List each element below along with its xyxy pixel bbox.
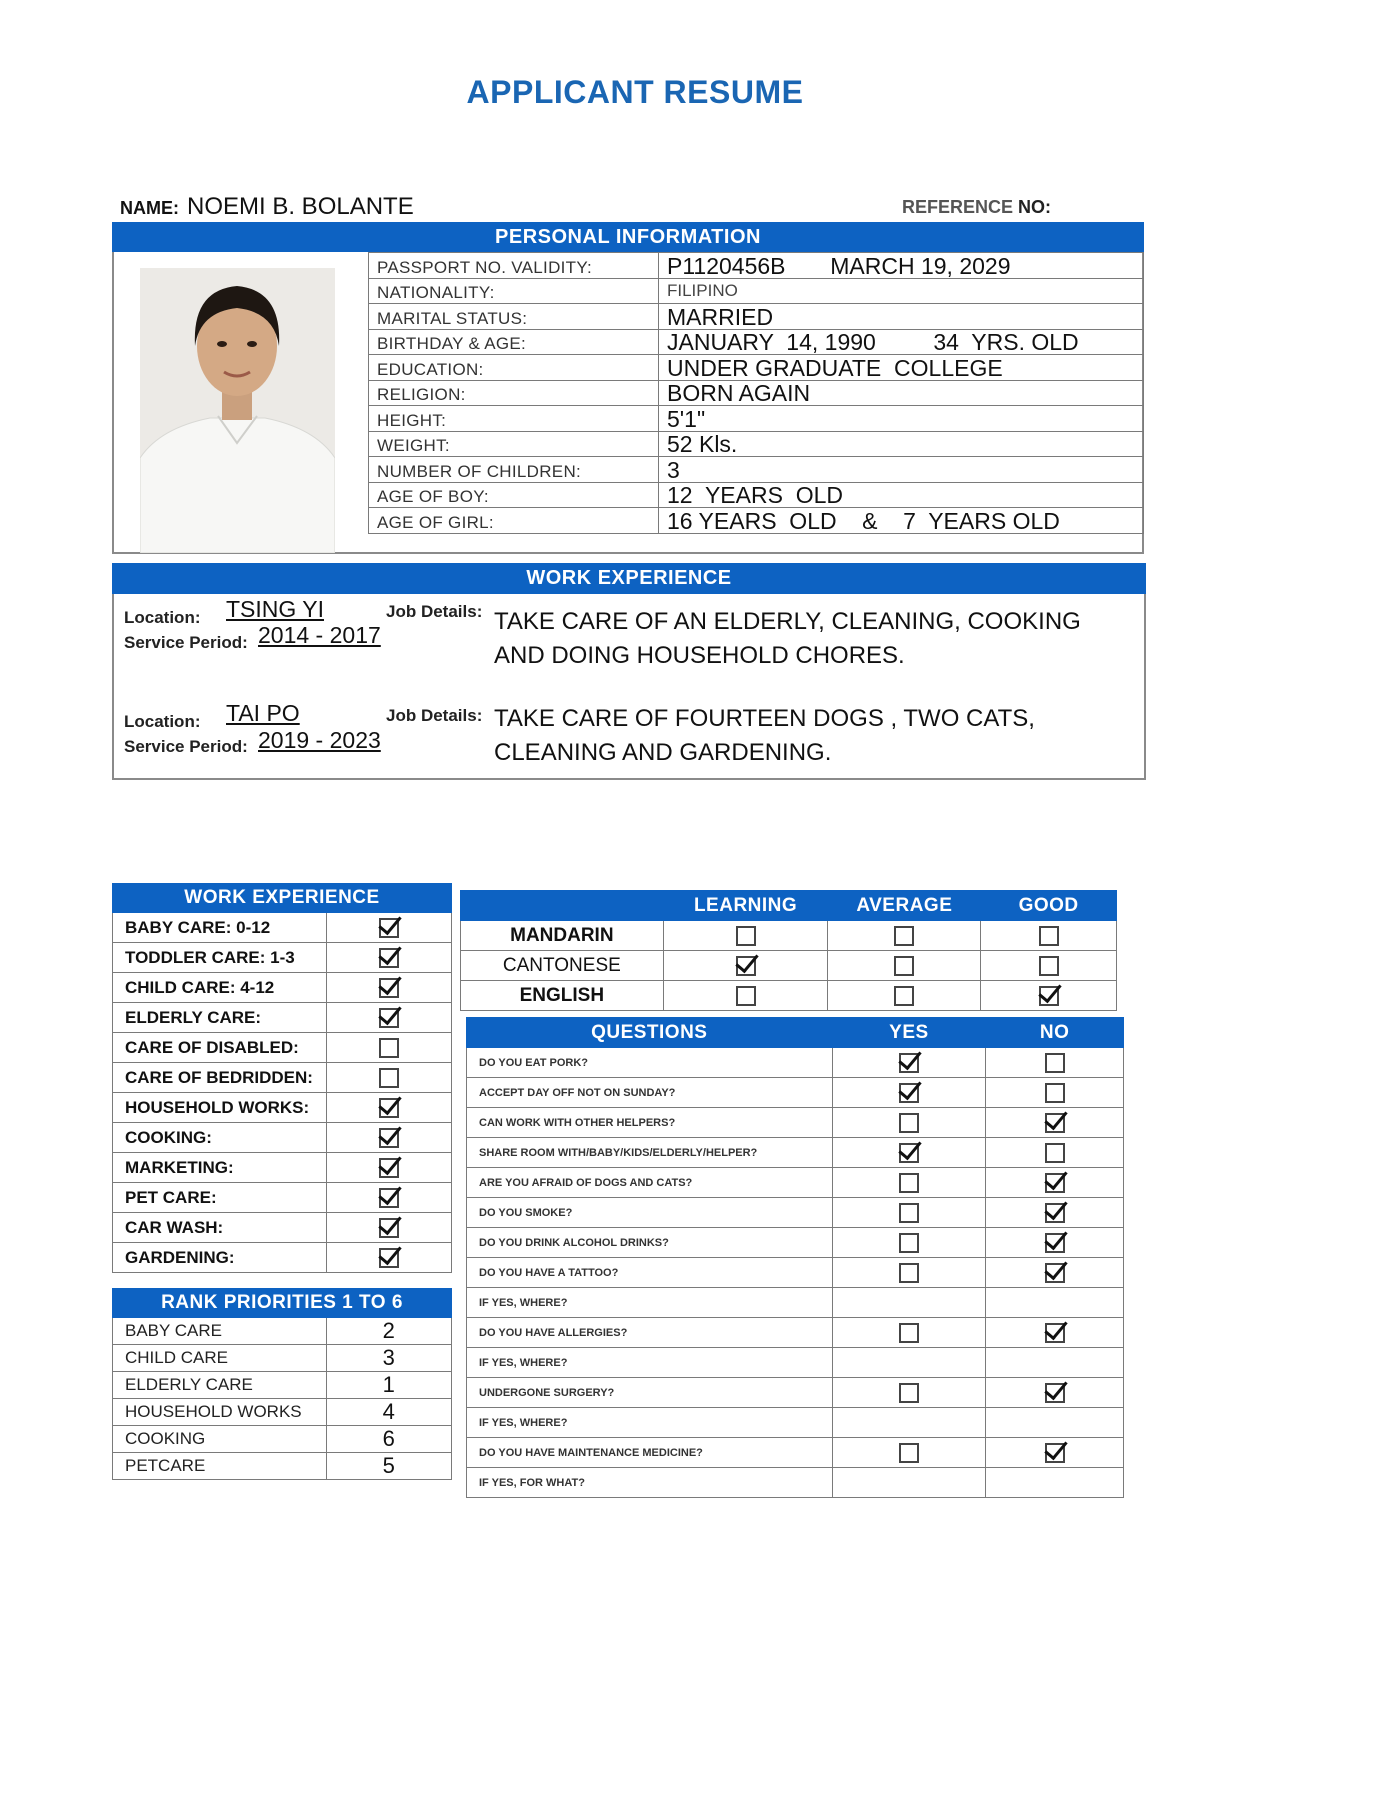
personal-info-row [369,431,1144,457]
rank-value: 2 [326,1318,451,1345]
skill-row [113,1093,452,1123]
personal-info-label: NUMBER OF CHILDREN: [369,457,659,483]
yes-checkbox[interactable] [899,1443,919,1463]
skill-row [113,943,452,973]
question-label: CAN WORK WITH OTHER HELPERS? [467,1108,833,1138]
no-checkbox[interactable] [1045,1173,1065,1193]
question-label: IF YES, WHERE? [467,1348,833,1378]
skill-check-cell [326,1153,451,1183]
rank-value: 5 [326,1453,451,1480]
rank-label: HOUSEHOLD WORKS [113,1399,327,1426]
rank-row [113,1453,452,1480]
personal-info-row [369,380,1144,406]
location-value: TAI PO [226,700,300,726]
answer-yes-cell [832,1288,986,1318]
questions-header-row [467,1018,1124,1048]
personal-info-label: EDUCATION: [369,355,659,381]
skill-checkbox[interactable] [379,1158,399,1178]
skill-label: MARKETING: [113,1153,327,1183]
answer-yes-cell [832,1438,986,1468]
personal-info-value: P1120456B MARCH 19, 2029 [659,253,1144,279]
personal-info-row [369,406,1144,432]
answer-yes-cell [832,1348,986,1378]
question-label: ARE YOU AFRAID OF DOGS AND CATS? [467,1168,833,1198]
language-level-cell [663,951,828,981]
personal-info-label: MARITAL STATUS: [369,304,659,330]
rank-label: COOKING [113,1426,327,1453]
name-value: NOEMI B. BOLANTE [187,193,414,220]
personal-info-label: HEIGHT: [369,406,659,432]
personal-info-value: BORN AGAIN [659,380,1144,406]
question-label: IF YES, WHERE? [467,1288,833,1318]
personal-info-row [369,278,1144,304]
applicant-name [120,193,414,221]
skill-checkbox[interactable] [379,978,399,998]
question-row [467,1108,1124,1138]
skill-checkbox[interactable] [379,1128,399,1148]
personal-info-value: 5'1" [659,406,1144,432]
skill-checkbox[interactable] [379,918,399,938]
skill-check-cell [326,1243,451,1273]
language-row [461,981,1117,1011]
language-table [460,890,1117,1011]
personal-info-table [368,252,1144,534]
answer-no-cell [986,1198,1124,1228]
skill-row [113,913,452,943]
no-checkbox[interactable] [1045,1113,1065,1133]
yes-header: YES [832,1018,986,1048]
skill-row [113,1153,452,1183]
skills-header: WORK EXPERIENCE [113,884,452,913]
answer-no-cell [986,1288,1124,1318]
skill-row [113,1123,452,1153]
location-label: Location: [124,712,201,731]
no-checkbox[interactable] [1045,1233,1065,1253]
rank-label: PETCARE [113,1453,327,1480]
question-row [467,1288,1124,1318]
question-label: IF YES, FOR WHAT? [467,1468,833,1498]
personal-info-row [369,329,1144,355]
question-label: UNDERGONE SURGERY? [467,1378,833,1408]
question-row [467,1408,1124,1438]
skill-check-cell [326,973,451,1003]
answer-no-cell [986,1438,1124,1468]
skill-check-cell [326,1063,451,1093]
job-details-label: Job Details: [386,602,483,621]
question-row [467,1438,1124,1468]
question-row [467,1198,1124,1228]
reference-label: REFERENCE [902,197,1014,217]
skill-check-cell [326,1123,451,1153]
personal-info-value: UNDER GRADUATE COLLEGE [659,355,1144,381]
personal-info-label: RELIGION: [369,380,659,406]
personal-info-row [369,457,1144,483]
yes-checkbox[interactable] [899,1263,919,1283]
language-level-cell [981,951,1117,981]
questions-header: QUESTIONS [467,1018,833,1048]
answer-yes-cell [832,1228,986,1258]
rank-label: CHILD CARE [113,1345,327,1372]
rank-table [112,1288,452,1480]
skill-label: CHILD CARE: 4-12 [113,973,327,1003]
question-row [467,1138,1124,1168]
personal-info-label: NATIONALITY: [369,278,659,304]
answer-no-cell [986,1048,1124,1078]
skill-row [113,1063,452,1093]
rank-row [113,1318,452,1345]
language-checkbox[interactable] [736,986,756,1006]
question-label: DO YOU SMOKE? [467,1198,833,1228]
skill-label: CARE OF DISABLED: [113,1033,327,1063]
personal-info-value: 52 Kls. [659,431,1144,457]
personal-info-label: PASSPORT NO. VALIDITY: [369,253,659,279]
answer-yes-cell [832,1048,986,1078]
question-label: DO YOU HAVE ALLERGIES? [467,1318,833,1348]
skill-checkbox[interactable] [379,1068,399,1088]
answer-no-cell [986,1078,1124,1108]
skill-label: CARE OF BEDRIDDEN: [113,1063,327,1093]
language-level-cell [663,921,828,951]
question-row [467,1228,1124,1258]
language-checkbox[interactable] [1039,926,1059,946]
service-period-value: 2014 - 2017 [258,622,381,648]
answer-yes-cell [832,1258,986,1288]
applicant-photo-image [140,268,335,553]
reference-no: NO: [1018,197,1052,217]
personal-info-value: JANUARY 14, 1990 34 YRS. OLD [659,329,1144,355]
question-row [467,1378,1124,1408]
yes-checkbox[interactable] [899,1233,919,1253]
language-checkbox[interactable] [736,956,756,976]
question-row [467,1318,1124,1348]
question-row [467,1168,1124,1198]
skill-checkbox[interactable] [379,1218,399,1238]
skill-label: BABY CARE: 0-12 [113,913,327,943]
questions-table [466,1017,1124,1498]
answer-yes-cell [832,1408,986,1438]
page-title: APPLICANT RESUME [466,74,804,110]
question-label: ACCEPT DAY OFF NOT ON SUNDAY? [467,1078,833,1108]
rank-value: 3 [326,1345,451,1372]
question-row [467,1048,1124,1078]
language-row [461,921,1117,951]
skill-label: GARDENING: [113,1243,327,1273]
skill-label: COOKING: [113,1123,327,1153]
skill-checkbox[interactable] [379,1008,399,1028]
skill-check-cell [326,913,451,943]
language-row [461,951,1117,981]
skill-label: TODDLER CARE: 1-3 [113,943,327,973]
rank-value: 4 [326,1399,451,1426]
applicant-photo [140,268,335,553]
yes-checkbox[interactable] [899,1383,919,1403]
service-period-value: 2019 - 2023 [258,727,381,753]
skill-row [113,1003,452,1033]
skill-checkbox[interactable] [379,1188,399,1208]
rank-row [113,1345,452,1372]
job-details-value: TAKE CARE OF AN ELDERLY, CLEANING, COOKING AND DOING HOUSEHOLD CHORES. [494,608,1081,669]
answer-no-cell [986,1228,1124,1258]
answer-yes-cell [832,1138,986,1168]
personal-info-label: AGE OF GIRL: [369,508,659,534]
skill-checkbox[interactable] [379,948,399,968]
personal-info-row [369,304,1144,330]
skill-check-cell [326,1093,451,1123]
yes-checkbox[interactable] [899,1083,919,1103]
answer-no-cell [986,1378,1124,1408]
language-checkbox[interactable] [894,986,914,1006]
personal-info-row [369,482,1144,508]
skill-label: CAR WASH: [113,1213,327,1243]
skill-check-cell [326,1033,451,1063]
personal-info-value: 3 [659,457,1144,483]
question-label: DO YOU HAVE MAINTENANCE MEDICINE? [467,1438,833,1468]
rank-label: ELDERLY CARE [113,1372,327,1399]
column-learning: LEARNING [663,891,828,921]
no-checkbox[interactable] [1045,1053,1065,1073]
language-level-cell [981,981,1117,1011]
no-header: NO [986,1018,1124,1048]
skill-checkbox[interactable] [379,1248,399,1268]
language-checkbox[interactable] [1039,956,1059,976]
yes-checkbox[interactable] [899,1203,919,1223]
no-checkbox[interactable] [1045,1323,1065,1343]
no-checkbox[interactable] [1045,1443,1065,1463]
yes-checkbox[interactable] [899,1173,919,1193]
reference-number [902,197,1051,218]
location-value: TSING YI [226,596,324,622]
rank-row [113,1426,452,1453]
rank-value: 6 [326,1426,451,1453]
language-checkbox[interactable] [1039,986,1059,1006]
question-label: DO YOU EAT PORK? [467,1048,833,1078]
personal-info-value: 16 YEARS OLD & 7 YEARS OLD [659,508,1144,534]
yes-checkbox[interactable] [899,1053,919,1073]
rank-row [113,1372,452,1399]
language-checkbox[interactable] [736,926,756,946]
language-label: MANDARIN [461,921,664,951]
answer-yes-cell [832,1468,986,1498]
question-row [467,1468,1124,1498]
name-label: NAME: [120,198,179,218]
personal-info-header: PERSONAL INFORMATION [112,222,1144,252]
language-label: CANTONESE [461,951,664,981]
question-row [467,1078,1124,1108]
job-details-label: Job Details: [386,706,483,725]
language-header-blank [461,891,664,921]
rank-value: 1 [326,1372,451,1399]
skill-check-cell [326,943,451,973]
language-checkbox[interactable] [894,956,914,976]
rank-row [113,1399,452,1426]
no-checkbox[interactable] [1045,1083,1065,1103]
answer-no-cell [986,1258,1124,1288]
work-experience-header: WORK EXPERIENCE [112,563,1146,594]
skill-check-cell [326,1213,451,1243]
answer-yes-cell [832,1168,986,1198]
language-label: ENGLISH [461,981,664,1011]
language-level-cell [663,981,828,1011]
no-checkbox[interactable] [1045,1383,1065,1403]
column-good: GOOD [981,891,1117,921]
yes-checkbox[interactable] [899,1323,919,1343]
personal-info-row [369,355,1144,381]
question-label: DO YOU DRINK ALCOHOL DRINKS? [467,1228,833,1258]
rank-header: RANK PRIORITIES 1 TO 6 [113,1289,452,1318]
skill-row [113,973,452,1003]
personal-info-label: WEIGHT: [369,431,659,457]
question-row [467,1348,1124,1378]
answer-no-cell [986,1348,1124,1378]
personal-info-row [369,508,1144,534]
skill-row [113,1183,452,1213]
skill-check-cell [326,1183,451,1213]
question-row [467,1258,1124,1288]
no-checkbox[interactable] [1045,1203,1065,1223]
language-level-cell [828,921,981,951]
personal-info-label: BIRTHDAY & AGE: [369,329,659,355]
skill-checkbox[interactable] [379,1038,399,1058]
language-level-cell [828,981,981,1011]
skill-row [113,1213,452,1243]
question-label: IF YES, WHERE? [467,1408,833,1438]
no-checkbox[interactable] [1045,1143,1065,1163]
rank-label: BABY CARE [113,1318,327,1345]
answer-yes-cell [832,1078,986,1108]
answer-no-cell [986,1108,1124,1138]
language-checkbox[interactable] [894,926,914,946]
answer-yes-cell [832,1198,986,1228]
skill-row [113,1033,452,1063]
skill-row [113,1243,452,1273]
skill-check-cell [326,1003,451,1033]
question-label: SHARE ROOM WITH/BABY/KIDS/ELDERLY/HELPER? [467,1138,833,1168]
answer-no-cell [986,1168,1124,1198]
personal-info-value: 12 YEARS OLD [659,482,1144,508]
yes-checkbox[interactable] [899,1143,919,1163]
job-details-value: TAKE CARE OF FOURTEEN DOGS , TWO CATS, CLEANING AND GARDENING. [494,705,1035,766]
skill-checkbox[interactable] [379,1098,399,1118]
answer-no-cell [986,1408,1124,1438]
service-period-label: Service Period: [124,633,248,652]
skill-label: ELDERLY CARE: [113,1003,327,1033]
service-period-label: Service Period: [124,737,248,756]
personal-info-value: MARRIED [659,304,1144,330]
no-checkbox[interactable] [1045,1263,1065,1283]
language-level-cell [981,921,1117,951]
yes-checkbox[interactable] [899,1113,919,1133]
answer-no-cell [986,1138,1124,1168]
skills-table [112,883,452,1273]
skill-label: PET CARE: [113,1183,327,1213]
language-level-cell [828,951,981,981]
location-label: Location: [124,608,201,627]
answer-yes-cell [832,1108,986,1138]
personal-info-label: AGE OF BOY: [369,482,659,508]
answer-yes-cell [832,1378,986,1408]
answer-no-cell [986,1468,1124,1498]
question-label: DO YOU HAVE A TATTOO? [467,1258,833,1288]
answer-no-cell [986,1318,1124,1348]
skill-label: HOUSEHOLD WORKS: [113,1093,327,1123]
personal-info-value: FILIPINO [659,278,1144,304]
language-header-row [461,891,1117,921]
personal-info-row [369,253,1144,279]
answer-yes-cell [832,1318,986,1348]
column-average: AVERAGE [828,891,981,921]
